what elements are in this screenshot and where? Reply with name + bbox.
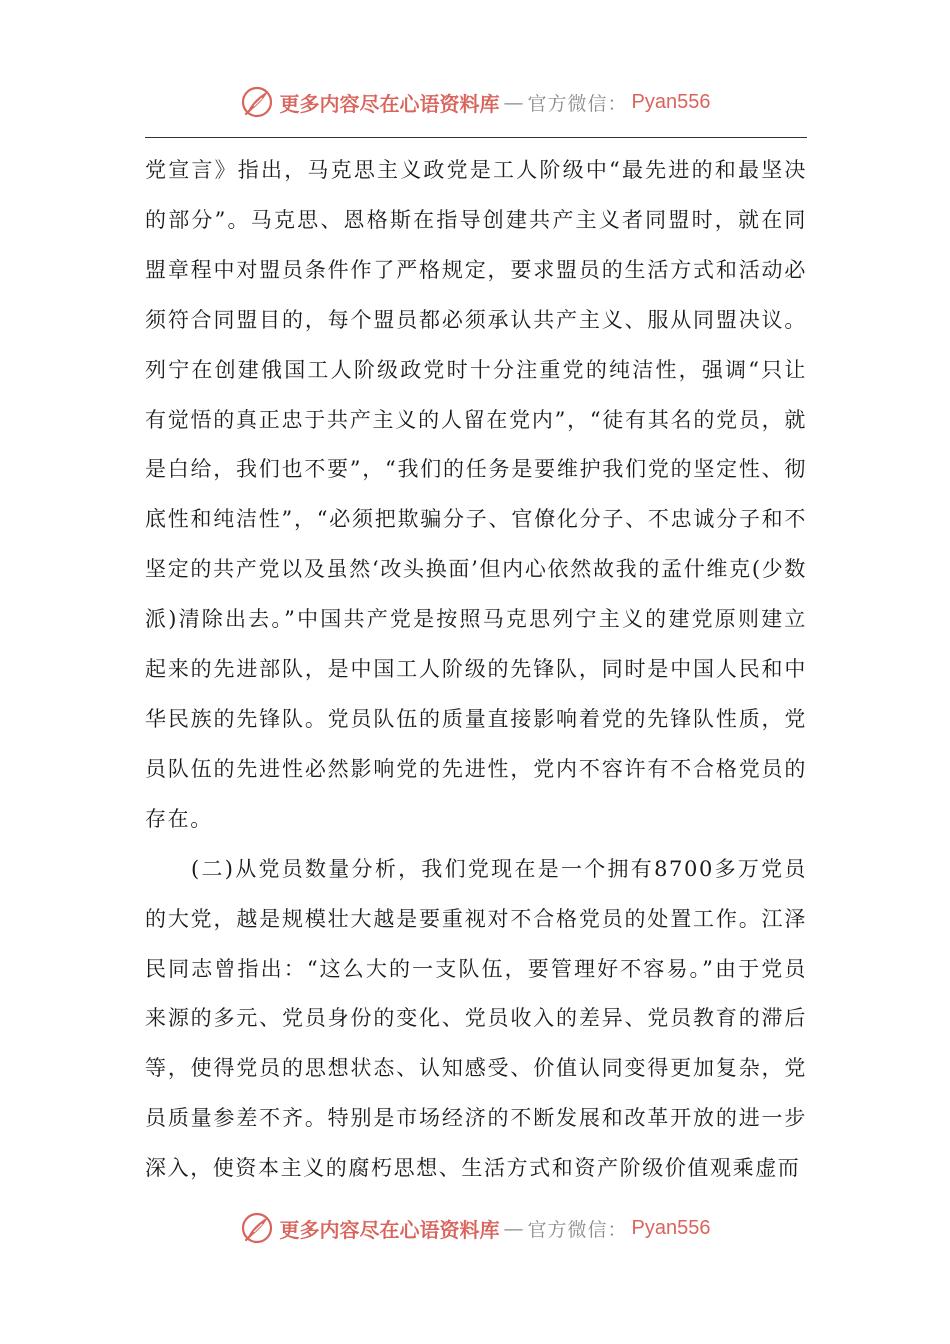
- quill-pen-logo-icon: [240, 85, 274, 119]
- footer-wechat-label: 官方微信：: [527, 1218, 628, 1241]
- header-banner: [0, 82, 950, 122]
- header-separator: —: [503, 90, 524, 114]
- body-paragraph: 党宣言》指出，马克思主义政党是工人阶级中“最先进的和最坚决的部分”。马克思、恩格斯在指导创建共产主义者同盟时，就在同盟章程中对盟员条件作了严格规定，要求盟员的生活方式和活动必须符合同盟目的，每个盟员都必须承认共产主义、服从同盟决议。列宁在创建俄国工人阶级政党时十分注重党的纯洁性，强调“只让有觉悟的真正忠于共产主义的人留在党内”，“徒有其名的党员，就是白给，我们也不要”，“我们的任务是要维护我们党的坚定性、彻底性和纯洁性”，“必须把欺骗分子、官僚化分子、不忠诚分子和不坚定的共产党以及虽然‘改头换面’但内心依然故我的孟什维克(少数派)清除出去。”中国共产党是按照马克思列宁主义的建党原则建立起来的先进部队，是中国工人阶级的先锋队，同时是中国人民和中华民族的先锋队。党员队伍的质量直接影响着党的先锋队性质，党员队伍的先进性必然影响党的先进性，党内不容许有不合格党员的存在。: [145, 158, 807, 831]
- header-brand-text: 更多内容尽在心语资料库: [279, 91, 500, 116]
- header-divider: [145, 137, 807, 138]
- footer-wechat-id: Pyan556: [631, 1216, 711, 1239]
- quill-pen-logo-icon: [240, 1211, 274, 1245]
- header-wechat-label: 官方微信：: [527, 92, 628, 115]
- footer-separator: —: [503, 1216, 524, 1240]
- header-wechat-id: Pyan556: [631, 90, 711, 113]
- footer-banner: [0, 1208, 950, 1248]
- body-paragraph: (二)从党员数量分析，我们党现在是一个拥有8700多万党员的大党，越是规模壮大越是要重视对不合格党员的处置工作。江泽民同志曾指出：“这么大的一支队伍，要管理好不容易。”由于党员来源的多元、党员身份的变化、党员收入的差异、党员教育的滞后等，使得党员的思想状态、认知感受、价值认同变得更加复杂，党员质量参差不齐。特别是市场经济的不断发展和改革开放的进一步深入，使资本主义的腐朽思想、生活方式和资产阶级价值观乘虚而: [145, 856, 807, 1181]
- document-body: [145, 146, 807, 1194]
- footer-brand-text: 更多内容尽在心语资料库: [279, 1217, 500, 1242]
